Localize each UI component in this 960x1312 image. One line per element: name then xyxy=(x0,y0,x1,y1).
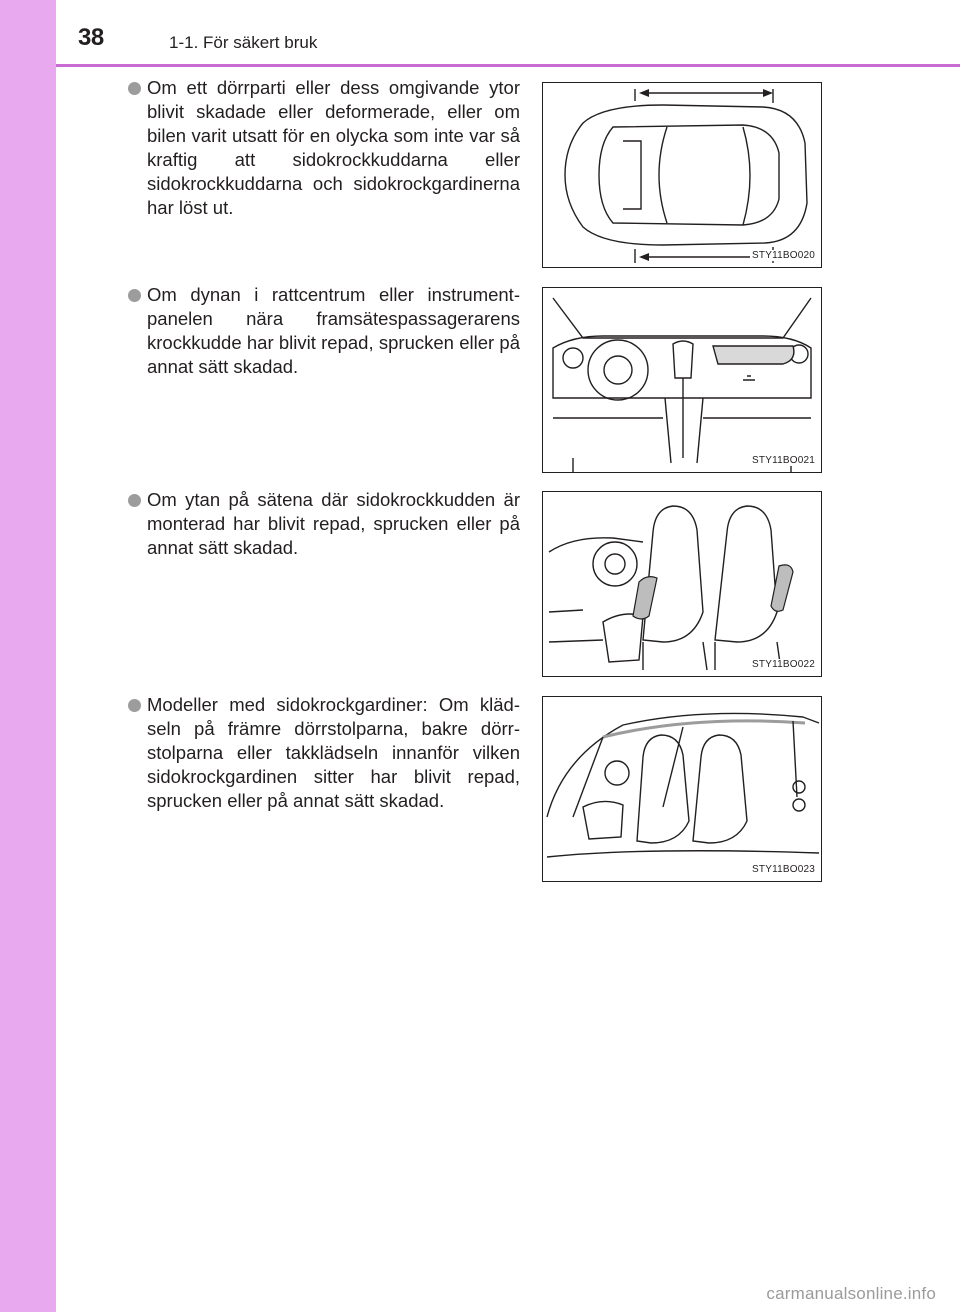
car-top-view-illustration xyxy=(543,83,821,267)
page-header xyxy=(56,0,960,52)
front-seats-illustration xyxy=(543,492,821,676)
watermark: carmanualsonline.info xyxy=(766,1284,936,1303)
figure-code: STY11BO023 xyxy=(752,864,815,875)
figure-code: STY11BO020 xyxy=(752,250,815,261)
bullet-icon xyxy=(128,699,141,712)
item-text: Om ett dörrparti eller dess omgivande ytor blivit skadade eller deformerade, eller om bilen varit utsatt för en olycka som inte var så kraftig att sidokrockkuddarna eller sidokrockkuddarna och sidokrockgardinerna har löst ut. xyxy=(147,77,520,218)
header-rule xyxy=(56,64,960,67)
figure-code: STY11BO021 xyxy=(752,455,815,466)
figure-front-seats xyxy=(542,491,822,677)
item-text: Om ytan på sätena där sidokrockkudden är monterad har blivit repad, sprucken eller på annat sätt skadad. xyxy=(147,489,520,558)
bullet-icon xyxy=(128,494,141,507)
figure-code: STY11BO022 xyxy=(752,659,815,670)
item-text: Modeller med sidokrockgardiner: Om klädseln på främre dörrstolparna, bakre dörrstolparna eller takklädseln innanför vilken sidokrockgardinen sitter har blivit repad, sprucken eller på annat sätt skadad. xyxy=(147,694,520,811)
curtain-airbag-trim-illustration xyxy=(543,697,821,881)
item-text: Om dynan i rattcentrum eller instrumentpanelen nära framsätespassagerarens krockkudde har blivit repad, sprucken eller på annat sätt skadad. xyxy=(147,284,520,377)
section-title: 1-1. För säkert bruk xyxy=(169,33,318,52)
bullet-icon xyxy=(128,82,141,95)
chapter-tab-band xyxy=(0,0,56,1312)
bullet-icon xyxy=(128,289,141,302)
figure-car-top-view xyxy=(542,82,822,268)
page-number: 38 xyxy=(78,24,104,51)
dashboard-illustration xyxy=(543,288,821,472)
figure-curtain-airbag-trim xyxy=(542,696,822,882)
figure-dashboard xyxy=(542,287,822,473)
